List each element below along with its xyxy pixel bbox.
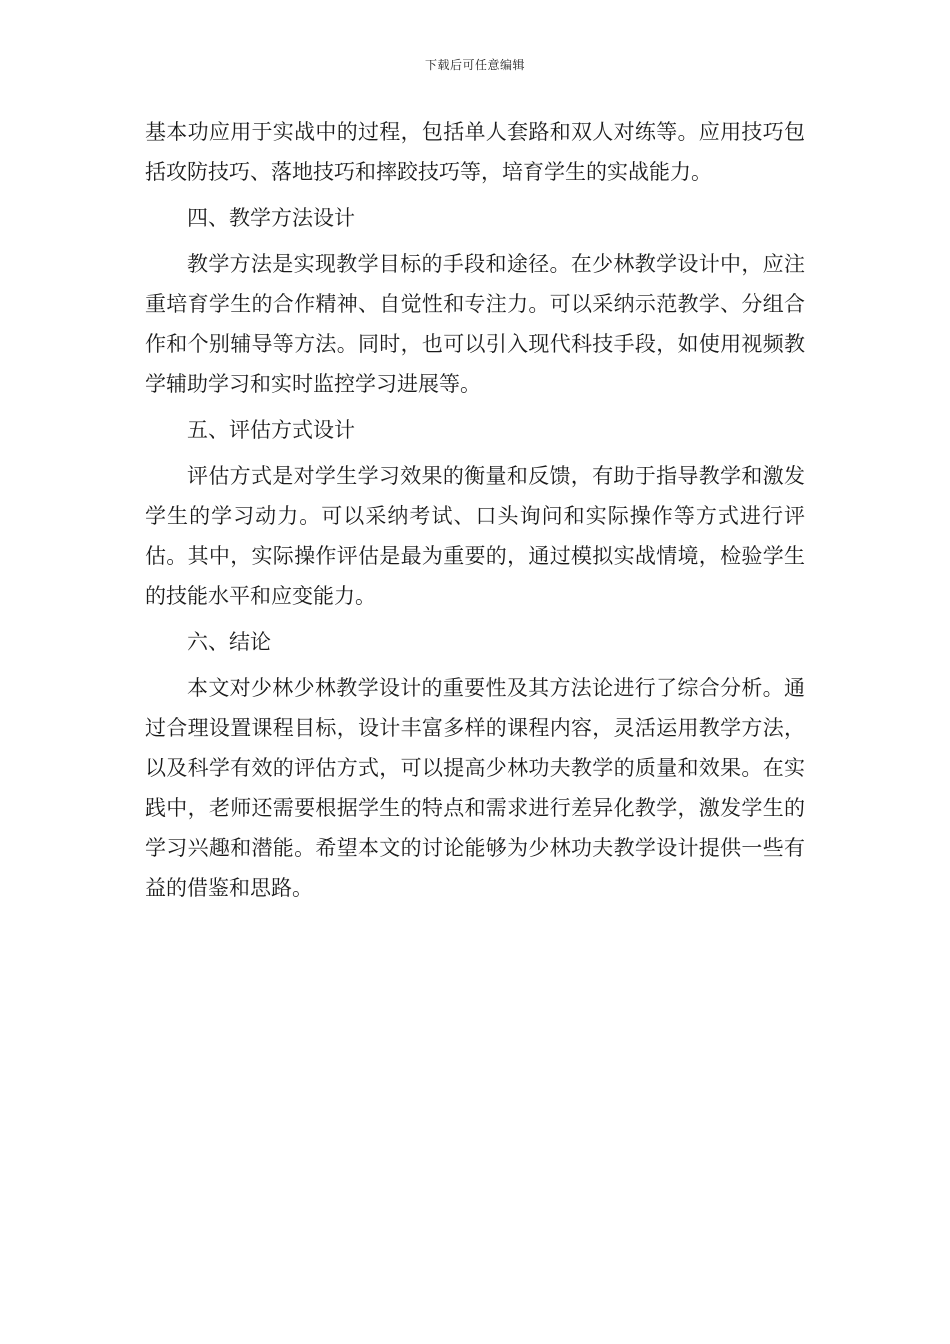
section-heading-assessment: 五、评估方式设计 [187, 418, 355, 442]
paragraph-continued: 基本功应用于实战中的过程，包括单人套路和双人对练等。应用技巧包括攻防技巧、落地技巧和摔跤技巧等，培育学生的实战能力。 [145, 120, 805, 184]
paragraph-assessment: 评估方式是对学生学习效果的衡量和反馈，有助于指导教学和激发学生的学习动力。可以采纳考试、口头询问和实际操作等方式进行评估。其中，实际操作评估是最为重要的，通过模拟实战情境，检验学生的技能水平和应变能力。 [145, 464, 805, 608]
document-body [145, 112, 805, 914]
section-heading-conclusion: 六、结论 [187, 630, 271, 654]
paragraph-conclusion: 本文对少林少林教学设计的重要性及其方法论进行了综合分析。通过合理设置课程目标，设计丰富多样的课程内容，灵活运用教学方法，以及科学有效的评估方式，可以提高少林功夫教学的质量和效果。在实践中，老师还需要根据学生的特点和需求进行差异化教学，激发学生的学习兴趣和潜能。希望本文的讨论能够为少林功夫教学设计提供一些有益的借鉴和思路。 [145, 676, 805, 900]
section-heading-teaching-methods: 四、教学方法设计 [187, 206, 355, 230]
paragraph-teaching-methods: 教学方法是实现教学目标的手段和途径。在少林教学设计中，应注重培育学生的合作精神、自觉性和专注力。可以采纳示范教学、分组合作和个别辅导等方法。同时，也可以引入现代科技手段，如使用视频教学辅助学习和实时监控学习进展等。 [145, 252, 805, 396]
page-header: 下载后可任意编辑 [424, 58, 525, 72]
